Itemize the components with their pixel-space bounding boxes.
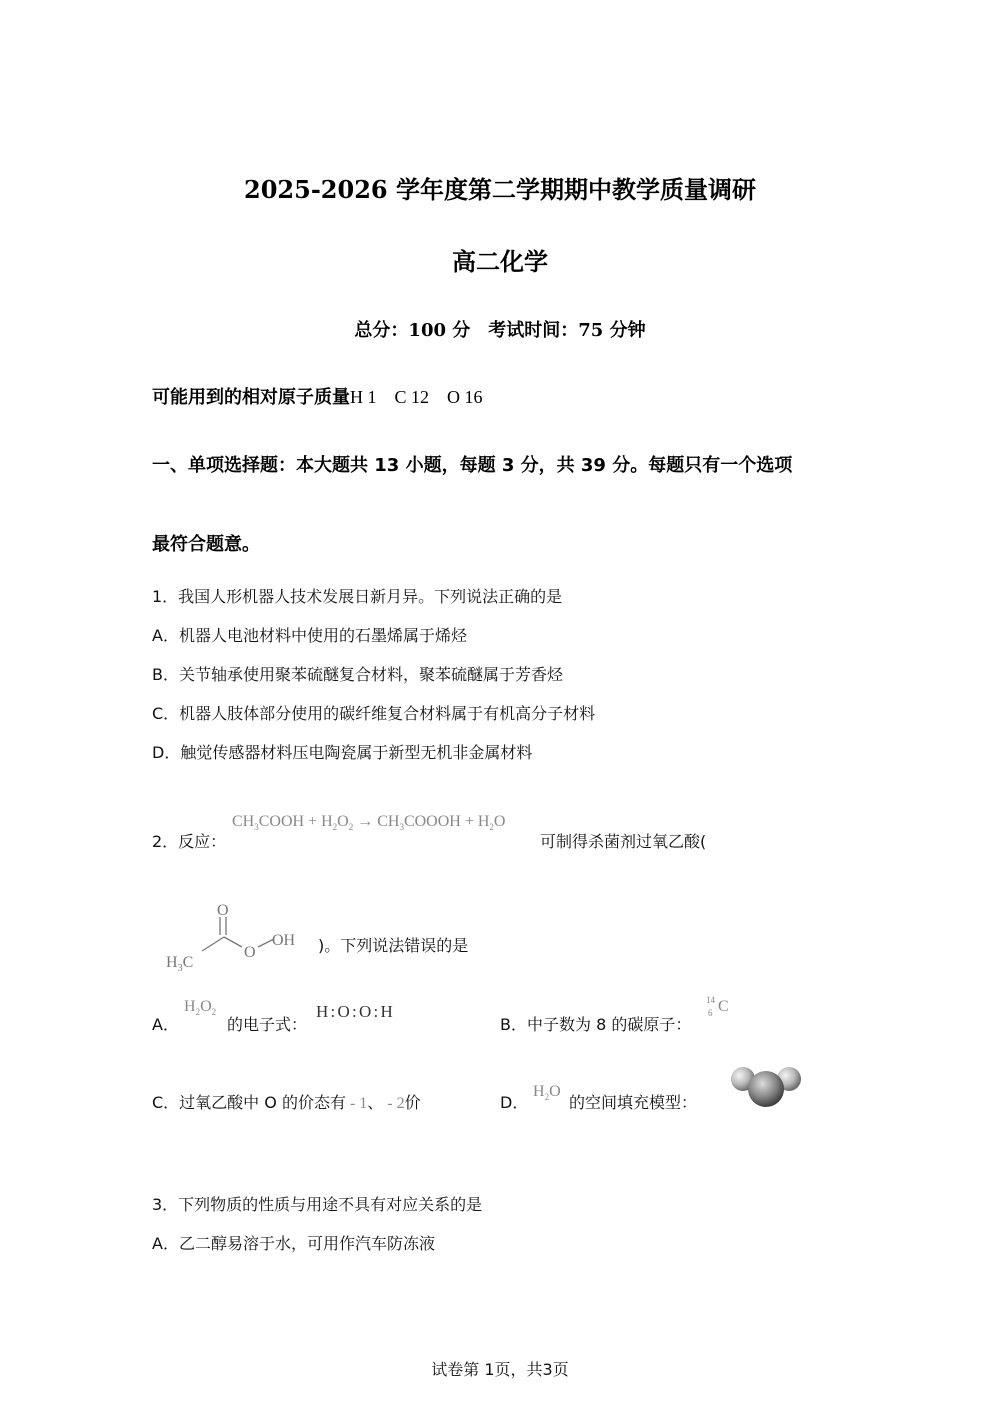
structure-o-mid: O — [244, 944, 256, 961]
h2o2-electron-formula: H : O : O : H — [316, 1002, 392, 1021]
structure-oh: OH — [272, 932, 296, 949]
q2-reaction-equation: $CH_3COOH + H_2O_2$ → $CH_3COOOH + H_2O$ — [232, 813, 506, 833]
exam-title: 2025-2026 学年度第二学期期中教学质量调研 — [244, 175, 756, 204]
q1-option-c: C．机器人肢体部分使用的碳纤维复合材料属于有机高分子材料 — [152, 704, 596, 723]
q2-option-d-label: D． — [500, 1093, 529, 1112]
q2-option-d-formula: $H_2O$ — [533, 1083, 561, 1103]
q2-prefix: 2．反应： — [152, 832, 227, 851]
q2-option-a-formula: $H_2O_2$ — [184, 998, 217, 1018]
q2-option-b-text: B．中子数为 8 的碳原子： — [500, 1015, 692, 1034]
atomic-mass-label: 可能用到的相对原子质量 — [152, 387, 350, 408]
structure-h3c: $H_3C$ — [166, 954, 194, 974]
q2-suffix: 可制得杀菌剂过氧乙酸( — [540, 832, 707, 851]
q2-option-d-text: 的空间填充模型： — [569, 1093, 698, 1112]
atomic-mass-values: H 1 C 12 O 16 — [350, 387, 483, 407]
q3-stem: 3．下列物质的性质与用途不具有对应关系的是 — [152, 1195, 483, 1214]
atomic-mass-line — [152, 383, 483, 409]
q1-stem: 1．我国人形机器人技术发展日新月异。下列说法正确的是 — [152, 587, 563, 606]
q2-option-c: C．过氧乙酸中 O 的价态有 - 1、 - 2价 — [152, 1093, 421, 1112]
q2-after-structure: )。下列说法错误的是 — [318, 936, 469, 955]
subject-title: 高二化学 — [452, 247, 548, 276]
q3-option-a: A．乙二醇易溶于水，可用作汽车防冻液 — [152, 1234, 435, 1253]
page-footer: 试卷第 1页，共3页 — [431, 1360, 569, 1379]
water-space-filling-model-icon — [728, 1062, 804, 1110]
q2-option-a-label: A． — [152, 1015, 179, 1034]
section1-heading: 一、单项选择题：本大题共 13 小题，每题 3 分，共 39 分。每题只有一个选项 — [152, 455, 793, 476]
structure-o-top: O — [217, 902, 229, 919]
q1-option-d: D．触觉传感器材料压电陶瓷属于新型无机非金属材料 — [152, 743, 533, 762]
section1-heading-cont: 最符合题意。 — [152, 534, 260, 555]
q1-option-b: B．关节轴承使用聚苯硫醚复合材料，聚苯硫醚属于芳香烃 — [152, 665, 563, 684]
q2-option-a-text: 的电子式： — [227, 1015, 308, 1034]
carbon-14-nuclide: 14 6 C — [706, 995, 729, 1018]
q1-option-a: A．机器人电池材料中使用的石墨烯属于烯烃 — [152, 626, 467, 645]
score-info: 总分：100 分 考试时间：75 分钟 — [354, 320, 646, 341]
peracetic-acid-structure — [160, 895, 310, 975]
